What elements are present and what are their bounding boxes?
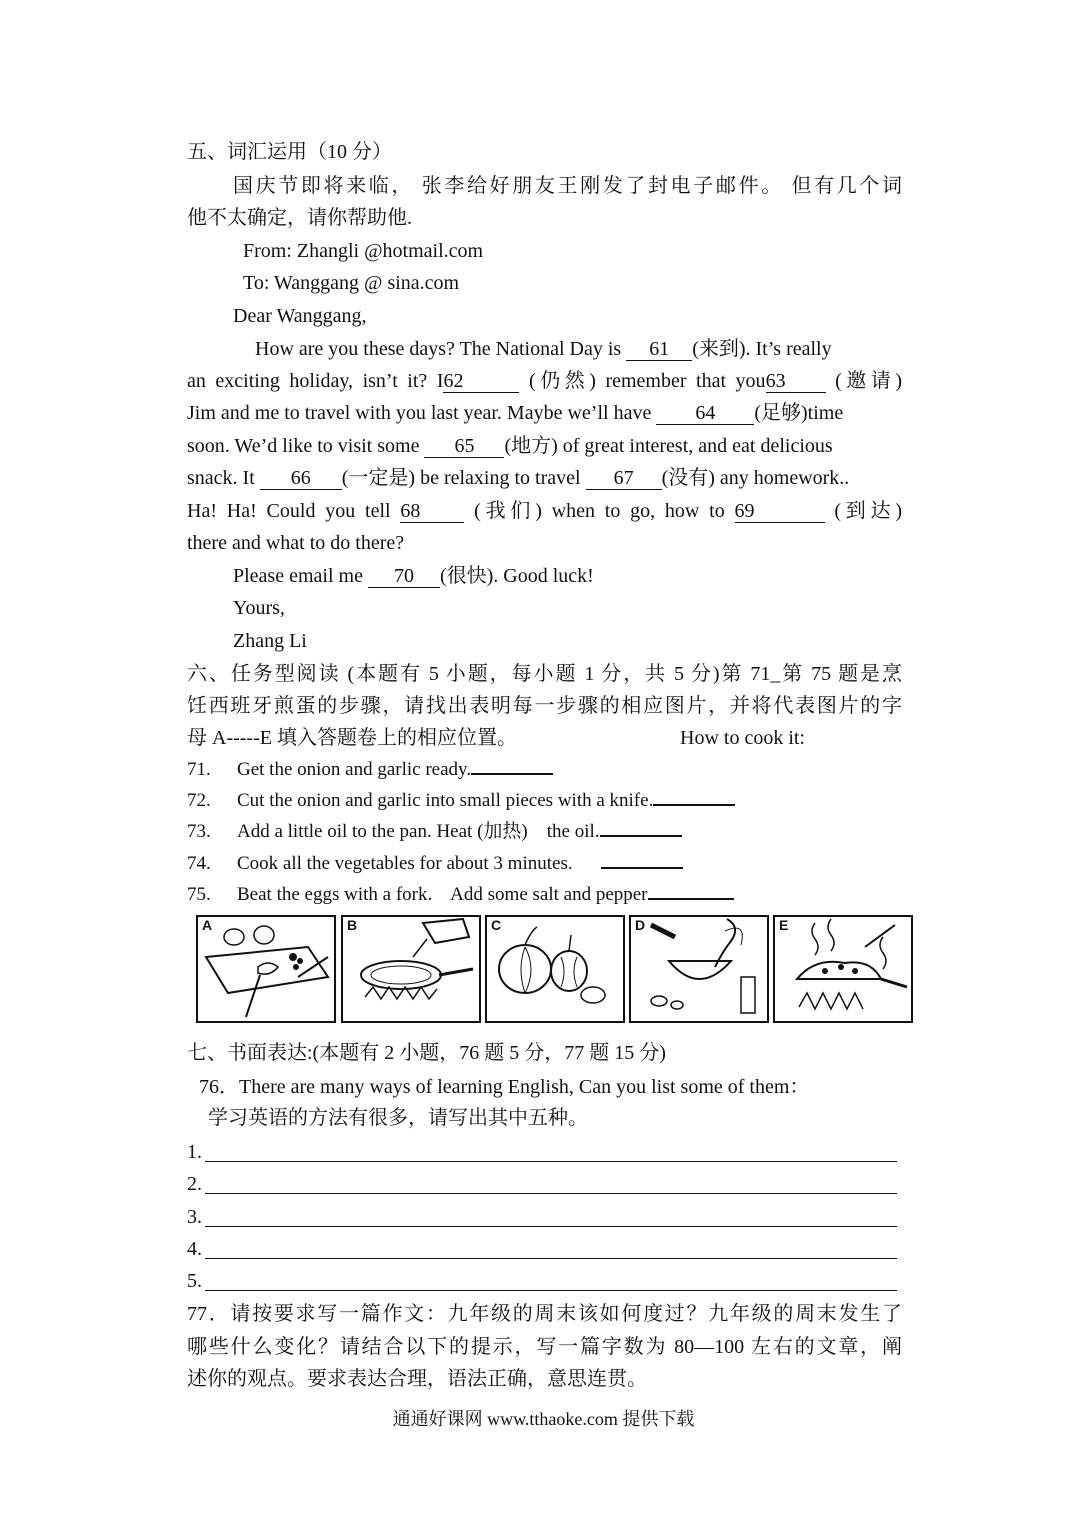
text: (没有) any homework..: [661, 467, 850, 489]
email-paragraph-line-5: [187, 464, 902, 492]
step-number: 74.: [187, 853, 211, 874]
line-number: 4.: [187, 1238, 202, 1260]
step-text: Get the onion and garlic ready.: [237, 759, 472, 780]
onion-garlic-icon: [487, 917, 623, 1021]
blank-67[interactable]: 67: [586, 467, 662, 490]
section6-title-2: 饪西班牙煎蛋的步骤，请找出表明每一步骤的相应图片，并将代表图片的字: [187, 695, 902, 717]
answer-blank-74[interactable]: [601, 849, 683, 869]
writing-line-1[interactable]: [187, 1138, 897, 1166]
email-paragraph-line-8: [233, 562, 902, 590]
step-text: Add a little oil to the pan. Heat (加热) the oil.: [237, 821, 600, 842]
line-number: 5.: [187, 1270, 202, 1292]
step-text: Beat the eggs with a fork. Add some salt and pepper: [237, 884, 648, 905]
step-number: 75.: [187, 884, 211, 905]
step-number: 71.: [187, 759, 211, 780]
picture-d: [629, 915, 769, 1023]
step-number: 73.: [187, 821, 211, 842]
picture-letter: C: [491, 917, 502, 933]
text: snack. It: [187, 467, 260, 489]
question-76: 76．There are many ways of learning English, Can you list some of them：: [199, 1076, 810, 1098]
writing-rule: [205, 1161, 897, 1162]
email-paragraph-line-6: [187, 497, 902, 525]
writing-line-3[interactable]: [187, 1203, 897, 1231]
picture-a: [196, 915, 336, 1023]
text: (足够)time: [754, 402, 844, 424]
answer-blank-71[interactable]: [471, 755, 553, 775]
answer-blank-73[interactable]: [600, 817, 682, 837]
answer-blank-75[interactable]: [648, 880, 734, 900]
line-number: 3.: [187, 1206, 202, 1228]
blank-61[interactable]: 61: [626, 338, 692, 361]
line-number: 2.: [187, 1173, 202, 1195]
step-73: [187, 817, 902, 846]
beating-eggs-bowl-icon: [631, 917, 767, 1021]
step-72: [187, 786, 902, 815]
email-signature: Zhang Li: [233, 630, 307, 652]
text: Please email me: [233, 565, 368, 587]
blank-68[interactable]: 68: [400, 500, 464, 523]
text: (地方) of great interest, and eat delicious: [504, 435, 833, 457]
blank-64[interactable]: 64: [656, 402, 754, 425]
email-to: To: Wanggang @ sina.com: [243, 272, 460, 294]
writing-rule: [205, 1290, 897, 1291]
picture-e: [773, 915, 913, 1023]
picture-letter: E: [779, 917, 789, 933]
text: (仍然) remember that you: [529, 370, 766, 392]
footer: 通通好课网 www.tthaoke.com 提供下载: [392, 1409, 695, 1429]
blank-65[interactable]: 65: [424, 435, 504, 458]
text: Jim and me to travel with you last year. Maybe we’ll have: [187, 402, 657, 424]
writing-rule: [205, 1258, 897, 1259]
picture-letter: B: [347, 917, 358, 933]
blank-66[interactable]: 66: [260, 467, 342, 490]
text: (邀请): [835, 370, 902, 392]
writing-line-2[interactable]: [187, 1170, 897, 1198]
step-75: [187, 880, 902, 909]
email-paragraph-line-3: [187, 399, 902, 427]
cooking-pictures: [196, 915, 910, 1025]
question-76-chinese: 学习英语的方法有很多，请写出其中五种。: [208, 1107, 588, 1129]
step-71: [187, 755, 902, 784]
cutting-board-knife-icon: [198, 917, 334, 1021]
writing-line-4[interactable]: [187, 1235, 897, 1263]
question-77-line-1: 77．请按要求写一篇作文：九年级的周末该如何度过？九年级的周末发生了: [187, 1303, 902, 1325]
email-closing: Yours,: [233, 597, 285, 619]
blank-62[interactable]: 62: [443, 370, 519, 393]
step-number: 72.: [187, 790, 211, 811]
section5-intro-2: 他不太确定，请你帮助他.: [187, 207, 412, 229]
question-77-line-2: 哪些什么变化？请结合以下的提示，写一篇字数为 80—100 左右的文章，阐: [187, 1336, 902, 1358]
text: (我们) when to go, how to: [474, 500, 735, 522]
text: (很快). Good luck!: [439, 565, 594, 587]
writing-line-5[interactable]: [187, 1267, 897, 1295]
text: Ha! Ha! Could you tell: [187, 500, 401, 522]
step-text: Cut the onion and garlic into small pieces with a knife.: [237, 790, 654, 811]
text: soon. We’d like to visit some: [187, 435, 425, 457]
section7-title: 七、书面表达:(本题有 2 小题，76 题 5 分，77 题 15 分): [187, 1042, 666, 1064]
picture-b: [341, 915, 481, 1023]
section6-title-1: 六、任务型阅读 (本题有 5 小题，每小题 1 分，共 5 分)第 71_第 75 题是烹: [187, 663, 902, 685]
blank-70[interactable]: 70: [368, 565, 440, 588]
writing-rule: [205, 1193, 897, 1194]
text: 母 A-----E 填入答题卷上的相应位置。: [187, 727, 517, 749]
question-77-line-3: 述你的观点。要求表达合理，语法正确，意思连贯。: [187, 1368, 647, 1390]
pouring-oil-pan-icon: [343, 917, 479, 1021]
how-to-cook-label: How to cook it:: [680, 727, 805, 749]
picture-letter: A: [202, 917, 213, 933]
text: an exciting holiday, isn’t it? I: [187, 370, 444, 392]
section6-title-3: [187, 724, 902, 752]
text: How are you these days? The National Day is: [255, 338, 627, 360]
text: (来到). It’s really: [692, 338, 832, 360]
step-74: [187, 849, 902, 878]
email-from: From: Zhangli @hotmail.com: [243, 240, 484, 262]
section5-title: 五、词汇运用（10 分）: [187, 141, 392, 163]
email-paragraph-line-7: there and what to do there?: [187, 532, 405, 554]
email-greeting: Dear Wanggang,: [233, 305, 367, 327]
cooking-vegetables-pan-icon: [775, 917, 911, 1021]
writing-rule: [205, 1226, 897, 1227]
section5-intro-1: 国庆节即将来临， 张李给好朋友王刚发了封电子邮件。 但有几个词: [233, 175, 902, 197]
text: (一定是) be relaxing to travel: [341, 467, 586, 489]
picture-letter: D: [635, 917, 646, 933]
step-text: Cook all the vegetables for about 3 minutes.: [237, 853, 587, 874]
line-number: 1.: [187, 1141, 202, 1163]
picture-c: [485, 915, 625, 1023]
email-paragraph-line-4: [187, 432, 902, 460]
blank-63[interactable]: 63: [766, 370, 826, 393]
text: (到达): [834, 500, 903, 522]
email-paragraph-line-2: [187, 367, 902, 395]
blank-69[interactable]: 69: [735, 500, 825, 523]
email-paragraph-line-1: [255, 335, 902, 363]
answer-blank-72[interactable]: [653, 786, 735, 806]
